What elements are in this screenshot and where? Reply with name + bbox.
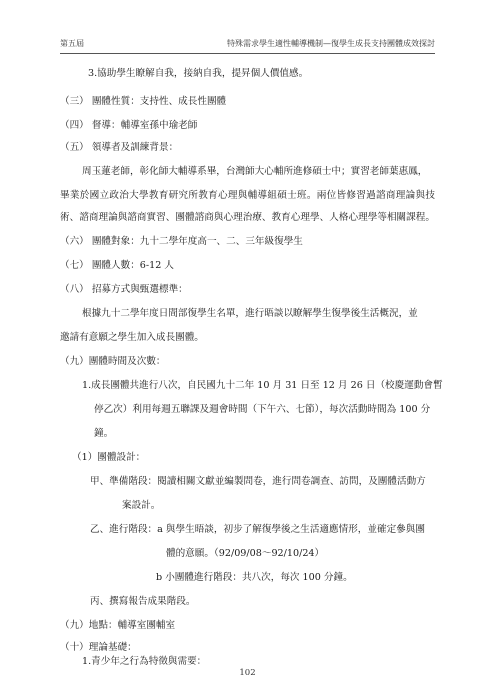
running-header bbox=[60, 38, 435, 52]
text-line: 1.成長團體共進行八次，自民國九十二年 10 月 31 日至 12 月 26 日（校慶運動會暫 bbox=[82, 380, 443, 391]
text-line: 術、諮商理論與諮商實習、團體諮商與心理治療、教育心理學、人格心理學等相關課程。 bbox=[60, 212, 435, 223]
text-line: b 小團體進行階段：共八次，每次 100 分鐘。 bbox=[156, 572, 353, 583]
text-line: 鐘。 bbox=[94, 428, 114, 439]
text-line: （九）地點：輔導室團輔室 bbox=[60, 620, 176, 631]
page-number: 102 bbox=[239, 668, 256, 678]
text-line: （八） 招募方式與甄選標準： bbox=[60, 284, 188, 295]
text-line: 體的意願。（92/09/08～92/10/24） bbox=[166, 548, 325, 559]
text-line: （九）團體時間及次數： bbox=[60, 356, 166, 367]
header-rule bbox=[60, 53, 435, 54]
text-line: 1.青少年之行為特徵與需要： bbox=[82, 656, 207, 667]
text-line: （五） 領導者及訓練背景： bbox=[60, 142, 179, 153]
text-line: （七） 團體人數：6-12 人 bbox=[60, 260, 174, 271]
text-line: 畢業於國立政治大學教育研究所教育心理與輔導組碩士班。兩位皆修習過諮商理論與技 bbox=[60, 190, 435, 201]
text-line: （四） 督導：輔導室孫中瑜老師 bbox=[60, 120, 198, 131]
text-line: 周玉蓮老師，彰化師大輔導系畢，台灣師大心輔所進修碩士中；實習老師葉惠鳳， bbox=[82, 166, 428, 177]
text-line: 丙、撰寫報告成果階段。 bbox=[90, 596, 196, 607]
text-line: （1）團體設計： bbox=[72, 452, 146, 463]
header-chapter: 第五屆 bbox=[60, 39, 84, 48]
text-line: 根據九十二學年度日間部復學生名單，進行晤談以瞭解學生復學後生活概況，並 bbox=[82, 308, 418, 319]
text-line: 停乙次）利用每週五聯課及週會時間（下午六、七節），每次活動時間為 100 分 bbox=[94, 404, 431, 415]
text-line: （六） 團體對象：九十二學年度高一、二、三年級復學生 bbox=[60, 236, 303, 247]
text-line: 乙、進行階段：a 與學生晤談，初步了解復學後之生活適應情形，並確定參與團 bbox=[90, 524, 425, 535]
text-line: （十）理論基礎： bbox=[60, 642, 137, 653]
text-line: 甲、準備階段：閱讀相關文獻並編製問卷，進行問卷調查、訪問，及團體活動方 bbox=[90, 476, 426, 487]
text-line: 邀請有意願之學生加入成長團體。 bbox=[60, 332, 204, 343]
text-line: （三） 團體性質：支持性、成長性團體 bbox=[60, 96, 227, 107]
text-line: 3.協助學生瞭解自我，接納自我，提昇個人價值感。 bbox=[88, 68, 309, 79]
text-line: 案設計。 bbox=[122, 500, 161, 511]
header-title: 特殊需求學生適性輔導機制—復學生成長支持團體成效探討 bbox=[227, 39, 435, 48]
